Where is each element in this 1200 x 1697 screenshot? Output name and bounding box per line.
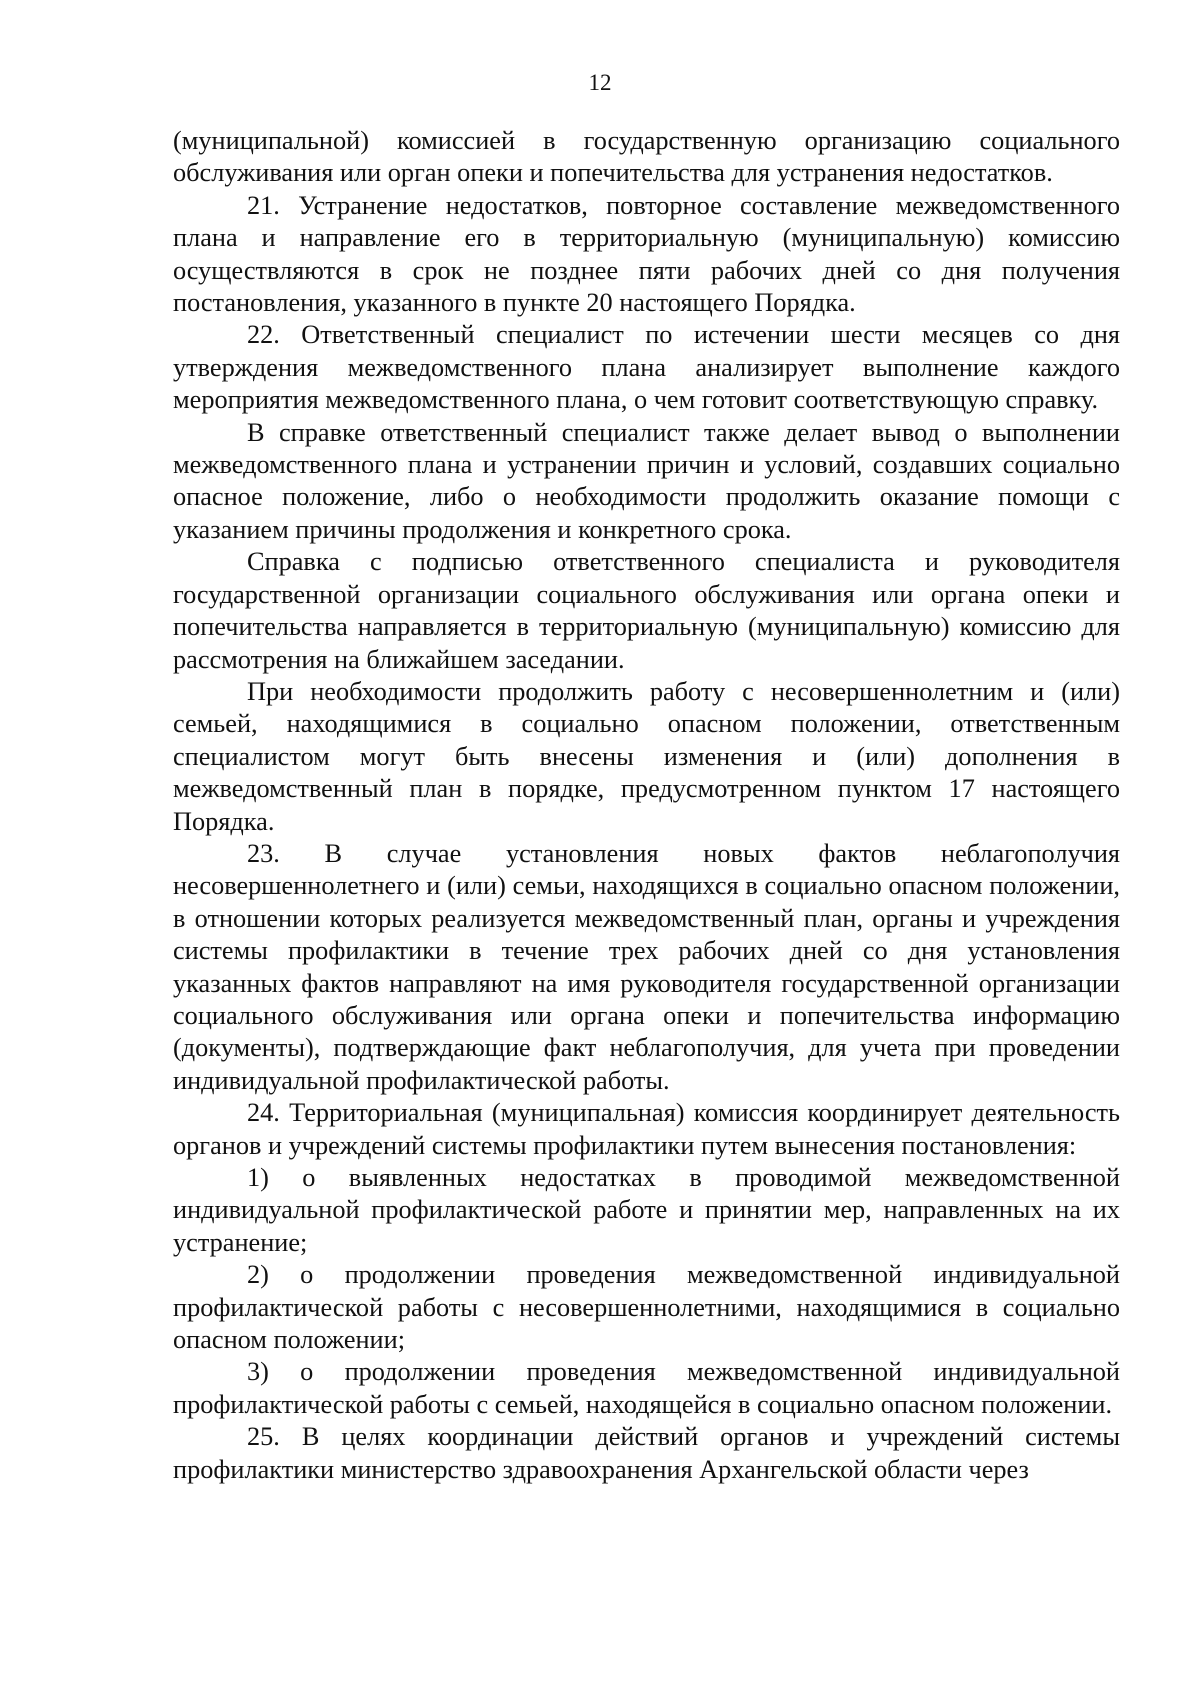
paragraph-report-signature: Справка с подписью ответственного специалиста и руководителя государственной организации социального обслуживания или органа опеки и попечительства направляется в территориальную (муниципальную) комиссию для рассмотрения на ближайшем заседании. bbox=[173, 547, 1120, 674]
paragraph-item-22: 22. Ответственный специалист по истечении шести месяцев со дня утверждения межведомственного плана анализирует выполнение каждого мероприятия межведомственного плана, о чем готовит соответствующую справку. bbox=[173, 320, 1120, 415]
page-number: 12 bbox=[588, 70, 612, 95]
paragraph-item-25: 25. В целях координации действий органов и учреждений системы профилактики министерство здравоохранения Архангельской области через bbox=[173, 1422, 1120, 1484]
paragraph-conclusion: В справке ответственный специалист также делает вывод о выполнении межведомственного плана и устранении причин и условий, создавших социально опасное положение, либо о необходимости продолжить оказание помощи с указанием причины продолжения и конкретного срока. bbox=[173, 417, 1120, 544]
paragraph-subitem-3: 3) о продолжении проведения межведомственной индивидуальной профилактической работы с семьей, находящейся в социально опасном положении. bbox=[173, 1357, 1120, 1419]
paragraph-continuation: (муниципальной) комиссией в государственную организацию социального обслуживания или орган опеки и попечительства для устранения недостатков. bbox=[173, 126, 1120, 188]
paragraph-subitem-1: 1) о выявленных недостатках в проводимой межведомственной индивидуальной профилактической работе и принятии мер, направленных на их устранение; bbox=[173, 1163, 1120, 1257]
body-text bbox=[173, 125, 1120, 1486]
paragraph-item-23: 23. В случае установления новых фактов неблагополучия несовершеннолетнего и (или) семьи, находящихся в социально опасном положении, в отношении которых реализуется межведомственный план, органы и учреждения системы профилактики в течение трех рабочих дней со дня установления указанных фактов направляют на имя руководителя государственной организации социального обслуживания или органа опеки и попечительства информацию (документы), подтверждающие факт неблагополучия, для учета при проведении индивидуальной профилактической работы. bbox=[173, 838, 1120, 1095]
paragraph-subitem-2: 2) о продолжении проведения межведомственной индивидуальной профилактической работы с несовершеннолетними, находящимися в социально опасном положении; bbox=[173, 1260, 1120, 1355]
paragraph-plan-changes: При необходимости продолжить работу с несовершеннолетним и (или) семьей, находящимися в социально опасном положении, ответственным специалистом могут быть внесены изменения и (или) дополнения в межведомственный план в порядке, предусмотренном пунктом 17 настоящего Порядка. bbox=[173, 676, 1120, 836]
paragraph-item-24: 24. Территориальная (муниципальная) комиссия координирует деятельность органов и учреждений системы профилактики путем вынесения постановления: bbox=[173, 1098, 1120, 1160]
paragraph-item-21: 21. Устранение недостатков, повторное составление межведомственного плана и направление его в территориальную (муниципальную) комиссию осуществляются в срок не позднее пяти рабочих дней со дня получения постановления, указанного в пункте 20 настоящего Порядка. bbox=[173, 190, 1120, 318]
